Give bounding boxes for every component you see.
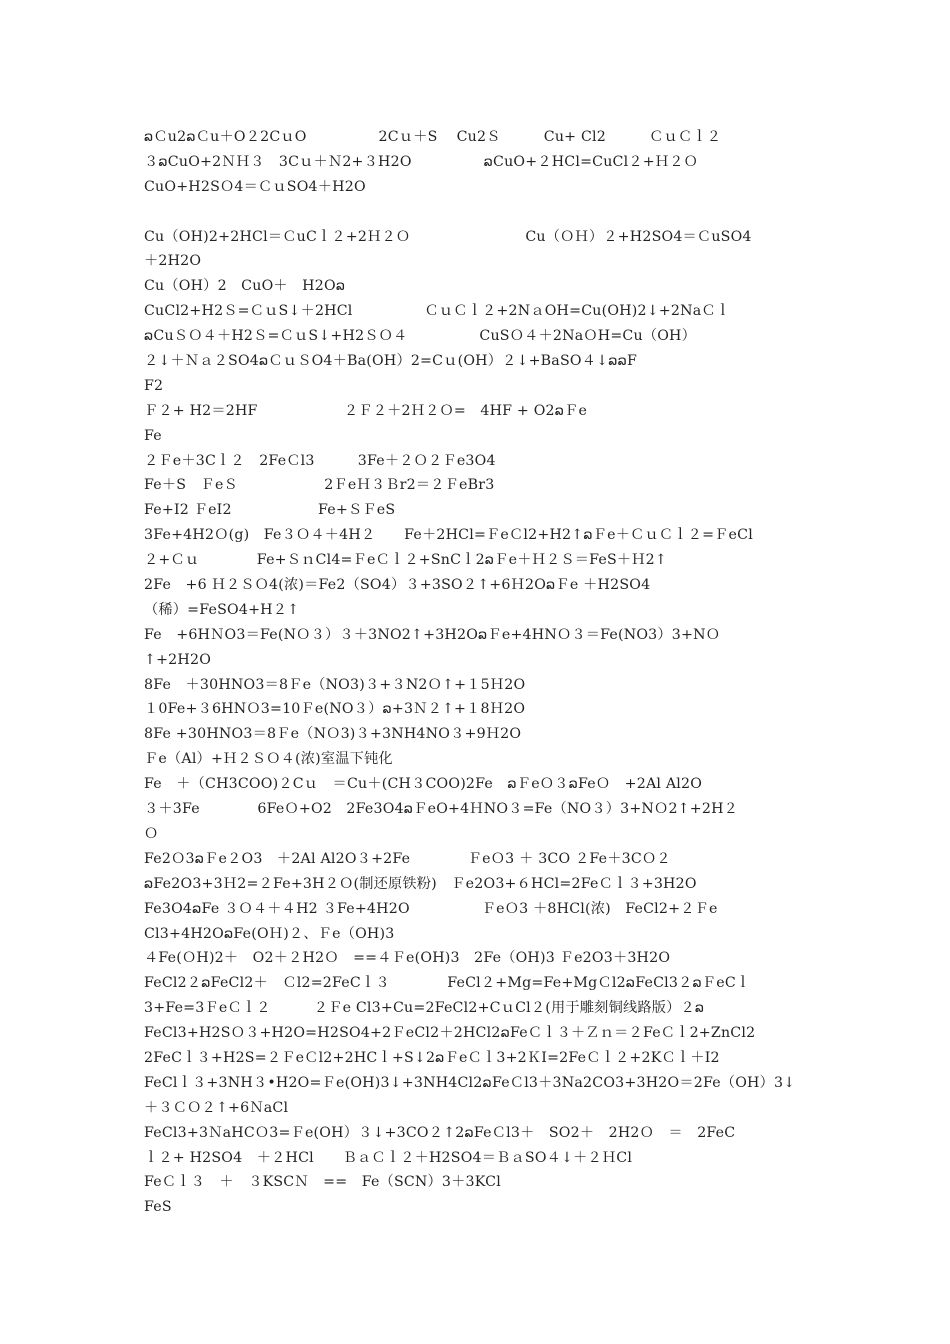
- text-line: Cu（OH）2 CuO＋ H2Oລ: [144, 278, 346, 295]
- text-line: 8Fe ＋30HNO3＝8Ｆe（NO3)３+３N2Ｏ↑+１5Ｈ2O: [144, 676, 526, 693]
- text-line: ລFe2O3+3Ｈ2=２Fe+3H２Ｏ(制还原铁粉) Ｆe2O3+６HCl=2FeＣｌ３+3H2O: [144, 875, 697, 892]
- text-line: Fe2Ｏ3ລＦe２O3 ＋2Al Al2O３+2Fe ＦeＯ3 ＋ 3CO ２Fe＋3CＯ２: [144, 850, 671, 867]
- text-line: 3Fe+4H2Ｏ(g) Fe３Ｏ４＋4H２ Fe＋2HCl=ＦeＣl2+H2↑ລＦe＋ＣｕＣｌ２=ＦeCl: [144, 527, 753, 544]
- text-line: ３＋3Fe 6FeＯ+O2 2Fe3O4ລＦeO+4ＨNO３=Fe（NO３）3+NＯ2↑+2H２: [144, 801, 739, 818]
- text-line: （稀）=FeSO4+H２↑: [144, 601, 300, 618]
- text-line: Fe ＋（CH3COO)２Cｕ ＝Cu＋(CH３COO)2Fe ລＦeＯ３ລFeＯ +2Al Al2O: [144, 776, 703, 793]
- text-line: FeCl2２ລFeCl2＋ Ｃl2=2FeCｌ３ FeCl２+Mg=Fe+MgＣl2ລFeCl3２ລＦeCｌ: [144, 975, 751, 992]
- text-line: Fe: [144, 427, 162, 444]
- text-line: ２+Ｃｕ Fe+ＳｎCl4=ＦeＣｌ２+SnCｌ2ລＦe＋Ｈ２Ｓ＝FeS＋Ｈ2↑: [144, 552, 668, 569]
- text-line: F2: [144, 377, 164, 394]
- text-line: CuO+H2SＯ4＝ＣｕSO4＋H2O: [144, 178, 366, 195]
- text-line: Fe+I2 ＦeI2 Fe+ＳＦeS: [144, 502, 396, 519]
- text-line: FeＣｌ３ ＋ ３KSCＮ == Fe（SCN）3＋3KCl: [144, 1174, 501, 1191]
- text-line: 8Fe +30HNO3＝8Ｆe（NＯ3)３+3NH4NO３+9Ｈ2O: [144, 726, 522, 743]
- text-line: ２Ｆe＋3Cｌ２ 2FeＣl3 3Fe＋２Ｏ２Ｆe3O4: [144, 452, 496, 469]
- text-line: FeCl3+H2SＯ３+H2O=H2SO4+2ＦeCl2＋2HCl2ລFeＣｌ３＋Ｚｎ＝２FeＣｌ2+ZnCl2: [144, 1025, 756, 1042]
- document-body: [144, 125, 808, 1220]
- text-line: Ｏ: [144, 825, 159, 842]
- text-line: ｌ２+ H2SO4 ＋２HCl ＢａＣｌ２＋H2SO4＝ＢａSO４↓＋２ＨCl: [144, 1149, 633, 1166]
- text-line: FeS: [144, 1199, 172, 1216]
- text-line: Fe3O4ລFe ３Ｏ４＋４H2 ３Fe+4H2O ＦeＯ3 ＋8HCl(浓) FeCl2+２Ｆe: [144, 900, 718, 917]
- text-line: ລCuＳＯ４＋H2Ｓ=ＣｕS↓+H2ＳＯ４ CuSＯ４＋2NaＯH=Cu（OH）: [144, 328, 696, 345]
- text-line: ＋３ＣＯ２↑+6ＮaCl: [144, 1099, 289, 1116]
- text-line: Fe＋S ＦeＳ 2ＦeＨ３Ｂr2＝２ＦeBr3: [144, 477, 495, 494]
- text-line: ３ລCuO+2ＮＨ３ 3Cｕ＋Ｎ2+３H2O ລCuO+２HCl=CuCl２+Ｈ２Ｏ: [144, 153, 698, 170]
- text-line: ４Fe(ＯH)2＋ O2＋２H2Ｏ ==４Ｆe(OH)3 2Fe（OH)3 Ｆe2O3＋3H2O: [144, 950, 671, 967]
- text-line: ＋2H2O: [144, 253, 202, 270]
- text-line: ລＣu2ລＣu＋O２2CｕO 2Cｕ＋S Cu2Ｓ Cu+ Cl2 ＣｕＣｌ２: [144, 129, 722, 145]
- text-line: 3+Fe=3ＦeＣｌ２ ２Ｆe Cl3+Cu=2FeCl2+CｕCl２(用于雕刻铜线路版）２ລ: [144, 1000, 705, 1017]
- text-line: CuCl2+H2Ｓ=ＣｕS↓＋2HCl ＣｕＣｌ２+2NａOH=Cu(OH)2↓+2NaＣｌ: [144, 303, 731, 320]
- text-line: Cu（OH)2+2HCl＝ＣuCｌ２+2Ｈ２Ｏ Cu（ＯＨ）２+H2SO4＝ＣuSO4: [144, 228, 752, 245]
- text-line: １0Fe+３6HNＯ3=10Ｆe(NO３）ລ+3Ｎ２↑+１8Ｈ2O: [144, 701, 526, 718]
- text-line: Ｆe（Al）+Ｈ２ＳＯ４(浓)室温下钝化: [144, 751, 393, 768]
- text-line: Ｆ２+ H2＝2HF ２Ｆ２＋2Ｈ２Ｏ= 4HF + O2ລＦe: [144, 402, 588, 419]
- text-line: Cl3+4H2OລFe(OＨ)２、Ｆe（OH)3: [144, 925, 395, 942]
- text-line: ↑+2H2O: [144, 651, 212, 668]
- text-line: 2FeCｌ３+H2S=２ＦeＣl2+2HCｌ+S↓2ລＦeＣｌ3+2ＫI=2FeＣｌ２+2KＣｌ＋I2: [144, 1049, 720, 1066]
- blank-line: [144, 200, 808, 225]
- text-line: ２↓＋Ｎａ２SO4ລＣｕＳO4＋Ba(OH）2=Cｕ(OH）２↓+BaSO４↓ລລF: [144, 353, 638, 370]
- text-line: FeClｌ３+3NH３•H2O=Ｆe(OH)3↓+3NH4Cl2ລFeＣl3＋3Na2CO3+3H2O＝2Fe（OH）3↓: [144, 1074, 796, 1091]
- text-line: FeCl3+3ＮaHCＯ3=Ｆe(OH）３↓+3CO２↑2ລFeＣl3＋ SO2＋ 2H2Ｏ ＝ 2FeC: [144, 1124, 736, 1141]
- text-line: Fe +6HＮO3＝Fe(NＯ３）３＋3NO2↑+3H2OລＦe+4HNＯ３＝Fe(NO3）3+NＯ: [144, 626, 721, 643]
- text-line: 2Fe +6 Ｈ２ＳＯ4(浓)＝Fe2（SO4）３+3SO２↑+6Ｈ2OລＦe ＋H2SO4: [144, 577, 651, 594]
